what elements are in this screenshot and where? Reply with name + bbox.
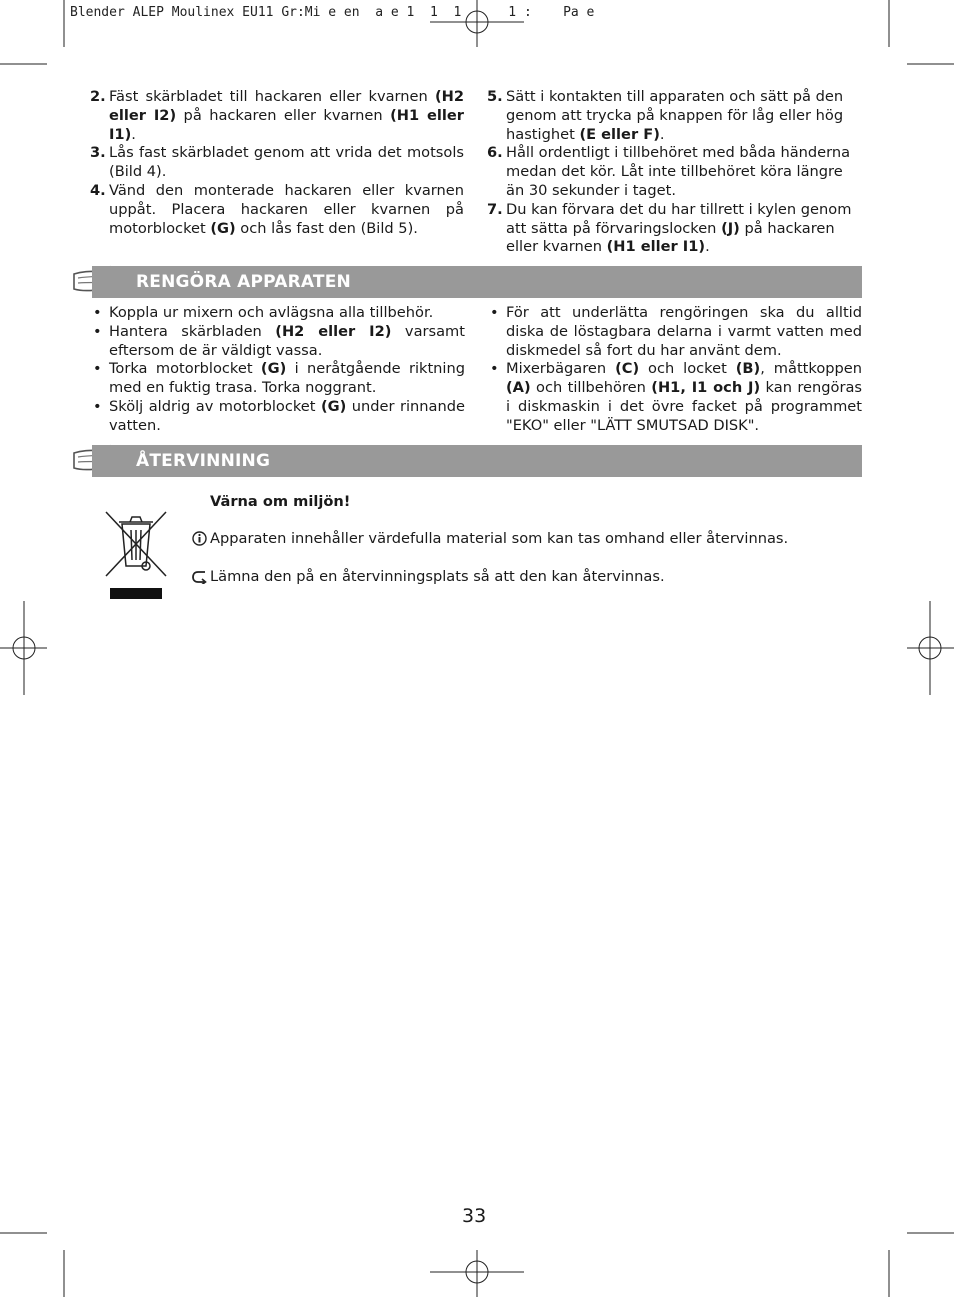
- steps-left: [92, 88, 464, 238]
- item-text: i neråtgående riktning med en fuktig trasa. Torka noggrant.: [109, 360, 465, 397]
- bullet-item: [92, 398, 465, 436]
- item-text: Torka motorblocket: [109, 360, 261, 378]
- step-number: 7.: [487, 200, 503, 218]
- part-reference: (J): [721, 219, 740, 237]
- cleaning-list-right: [489, 304, 862, 436]
- item-text: under rinnande vatten.: [109, 397, 465, 434]
- bullet-icon: •: [93, 360, 102, 378]
- item-text: Lås fast skärbladet genom att vrida det motsols (Bild 4).: [109, 144, 464, 181]
- item-text: .: [705, 238, 710, 256]
- item-text: och locket: [639, 360, 736, 378]
- bullet-icon: •: [93, 397, 102, 415]
- cleaning-left: [92, 304, 465, 436]
- part-reference: (A): [506, 379, 531, 397]
- part-reference: (H1, I1 och J): [651, 379, 761, 397]
- bin-underline-bar: [110, 588, 162, 599]
- step-item: [92, 182, 464, 238]
- environment-action-line: [192, 568, 665, 585]
- arrow-hook-icon: [192, 569, 207, 584]
- bullet-item: [489, 304, 862, 360]
- page-number: 33: [462, 1205, 487, 1227]
- step-number: 6.: [487, 144, 503, 162]
- part-reference: (G): [210, 219, 236, 237]
- part-reference: (G): [320, 397, 347, 415]
- step-item: [92, 88, 464, 144]
- item-text: Fäst skärbladet till hackaren eller kvarnen: [109, 88, 435, 105]
- bullet-item: [489, 360, 862, 435]
- part-reference: (E eller F): [579, 125, 660, 143]
- part-reference: (H1 eller I1): [606, 238, 706, 256]
- bullet-item: [92, 323, 465, 361]
- item-text: Skölj aldrig av motorblocket: [109, 397, 321, 415]
- info-circle-icon: [192, 531, 207, 546]
- item-text: , måttkoppen: [760, 360, 862, 378]
- step-item: [489, 201, 862, 257]
- item-text: varsamt eftersom de är väldigt vassa.: [109, 322, 465, 359]
- part-reference: (H2 eller I2): [109, 88, 464, 124]
- step-item: [489, 144, 862, 200]
- steps-list-left: [92, 88, 464, 238]
- part-reference: (H1 eller I1): [109, 106, 464, 143]
- step-number: 5.: [487, 88, 503, 105]
- step-number: 3.: [90, 144, 106, 162]
- part-reference: (B): [735, 360, 761, 378]
- step-number: 4.: [90, 181, 106, 199]
- item-text: Vänd den monterade hackaren eller kvarnen uppåt. Placera hackaren eller kvarnen på motorblocket: [109, 181, 464, 237]
- environment-info-line: [192, 530, 788, 547]
- cleaning-right: [489, 304, 862, 436]
- section-title-cleaning: RENGÖRA APPARATEN: [136, 272, 351, 292]
- cleaning-list-left: [92, 304, 465, 436]
- item-text: och tillbehören: [530, 379, 652, 397]
- item-text: Du kan förvara det du har tillrett i kylen genom att sätta på förvaringslocken: [506, 200, 852, 237]
- section-bar-recycling: [92, 445, 862, 477]
- item-text: Mixerbägaren: [506, 360, 616, 378]
- steps-list-right: [489, 88, 862, 257]
- item-text: Koppla ur mixern och avlägsna alla tillbehör.: [109, 304, 434, 321]
- bullet-icon: •: [490, 360, 499, 378]
- item-text: För att underlätta rengöringen ska du alltid diska de löstagbara delarna i varmt vatten med diskmedel så fort du har använt dem.: [506, 304, 862, 359]
- environment-heading: Värna om miljön!: [210, 493, 351, 510]
- item-text: på hackaren eller kvarnen: [506, 219, 835, 256]
- step-item: [489, 88, 862, 144]
- part-reference: (H2 eller I2): [275, 322, 392, 340]
- item-text: Håll ordentligt i tillbehöret med båda händerna medan det kör. Låt inte tillbehöret köra längre än 30 sekunder i taget.: [506, 144, 851, 199]
- bullet-icon: •: [490, 304, 499, 321]
- item-text: kan rengöras i diskmaskin i det övre facket på programmet "EKO" eller "LÄTT SMUTSAD DISK".: [506, 379, 862, 434]
- part-reference: (C): [615, 360, 640, 378]
- item-text: .: [131, 125, 136, 143]
- bullet-item: [92, 304, 465, 323]
- bullet-item: [92, 360, 465, 398]
- section-bar-cleaning: [92, 266, 862, 298]
- steps-right: [489, 88, 862, 257]
- bullet-icon: •: [93, 322, 102, 340]
- section-title-recycling: ÅTERVINNING: [136, 451, 271, 471]
- print-slug: Blender ALEP Moulinex EU11 Gr:Mi e en a e 1 1 1 1 : Pa e: [70, 5, 595, 20]
- item-text: på hackaren eller kvarnen: [176, 106, 391, 124]
- environment-info-text: Apparaten innehåller värdefulla material som kan tas omhand eller återvinnas.: [210, 530, 789, 547]
- crossed-out-wheelie-bin-icon: [104, 510, 168, 578]
- bullet-icon: •: [93, 304, 102, 321]
- item-text: och lås fast den (Bild 5).: [235, 219, 418, 237]
- environment-action-text: Lämna den på en återvinningsplats så att den kan återvinnas.: [210, 568, 665, 585]
- item-text: Sätt i kontakten till apparaten och sätt på den genom att trycka på knappen för låg eller hög hastighet: [506, 88, 844, 143]
- item-text: .: [659, 125, 665, 143]
- step-number: 2.: [90, 88, 106, 105]
- part-reference: (G): [260, 360, 287, 378]
- step-item: [92, 144, 464, 182]
- item-text: Hantera skärbladen: [109, 322, 276, 340]
